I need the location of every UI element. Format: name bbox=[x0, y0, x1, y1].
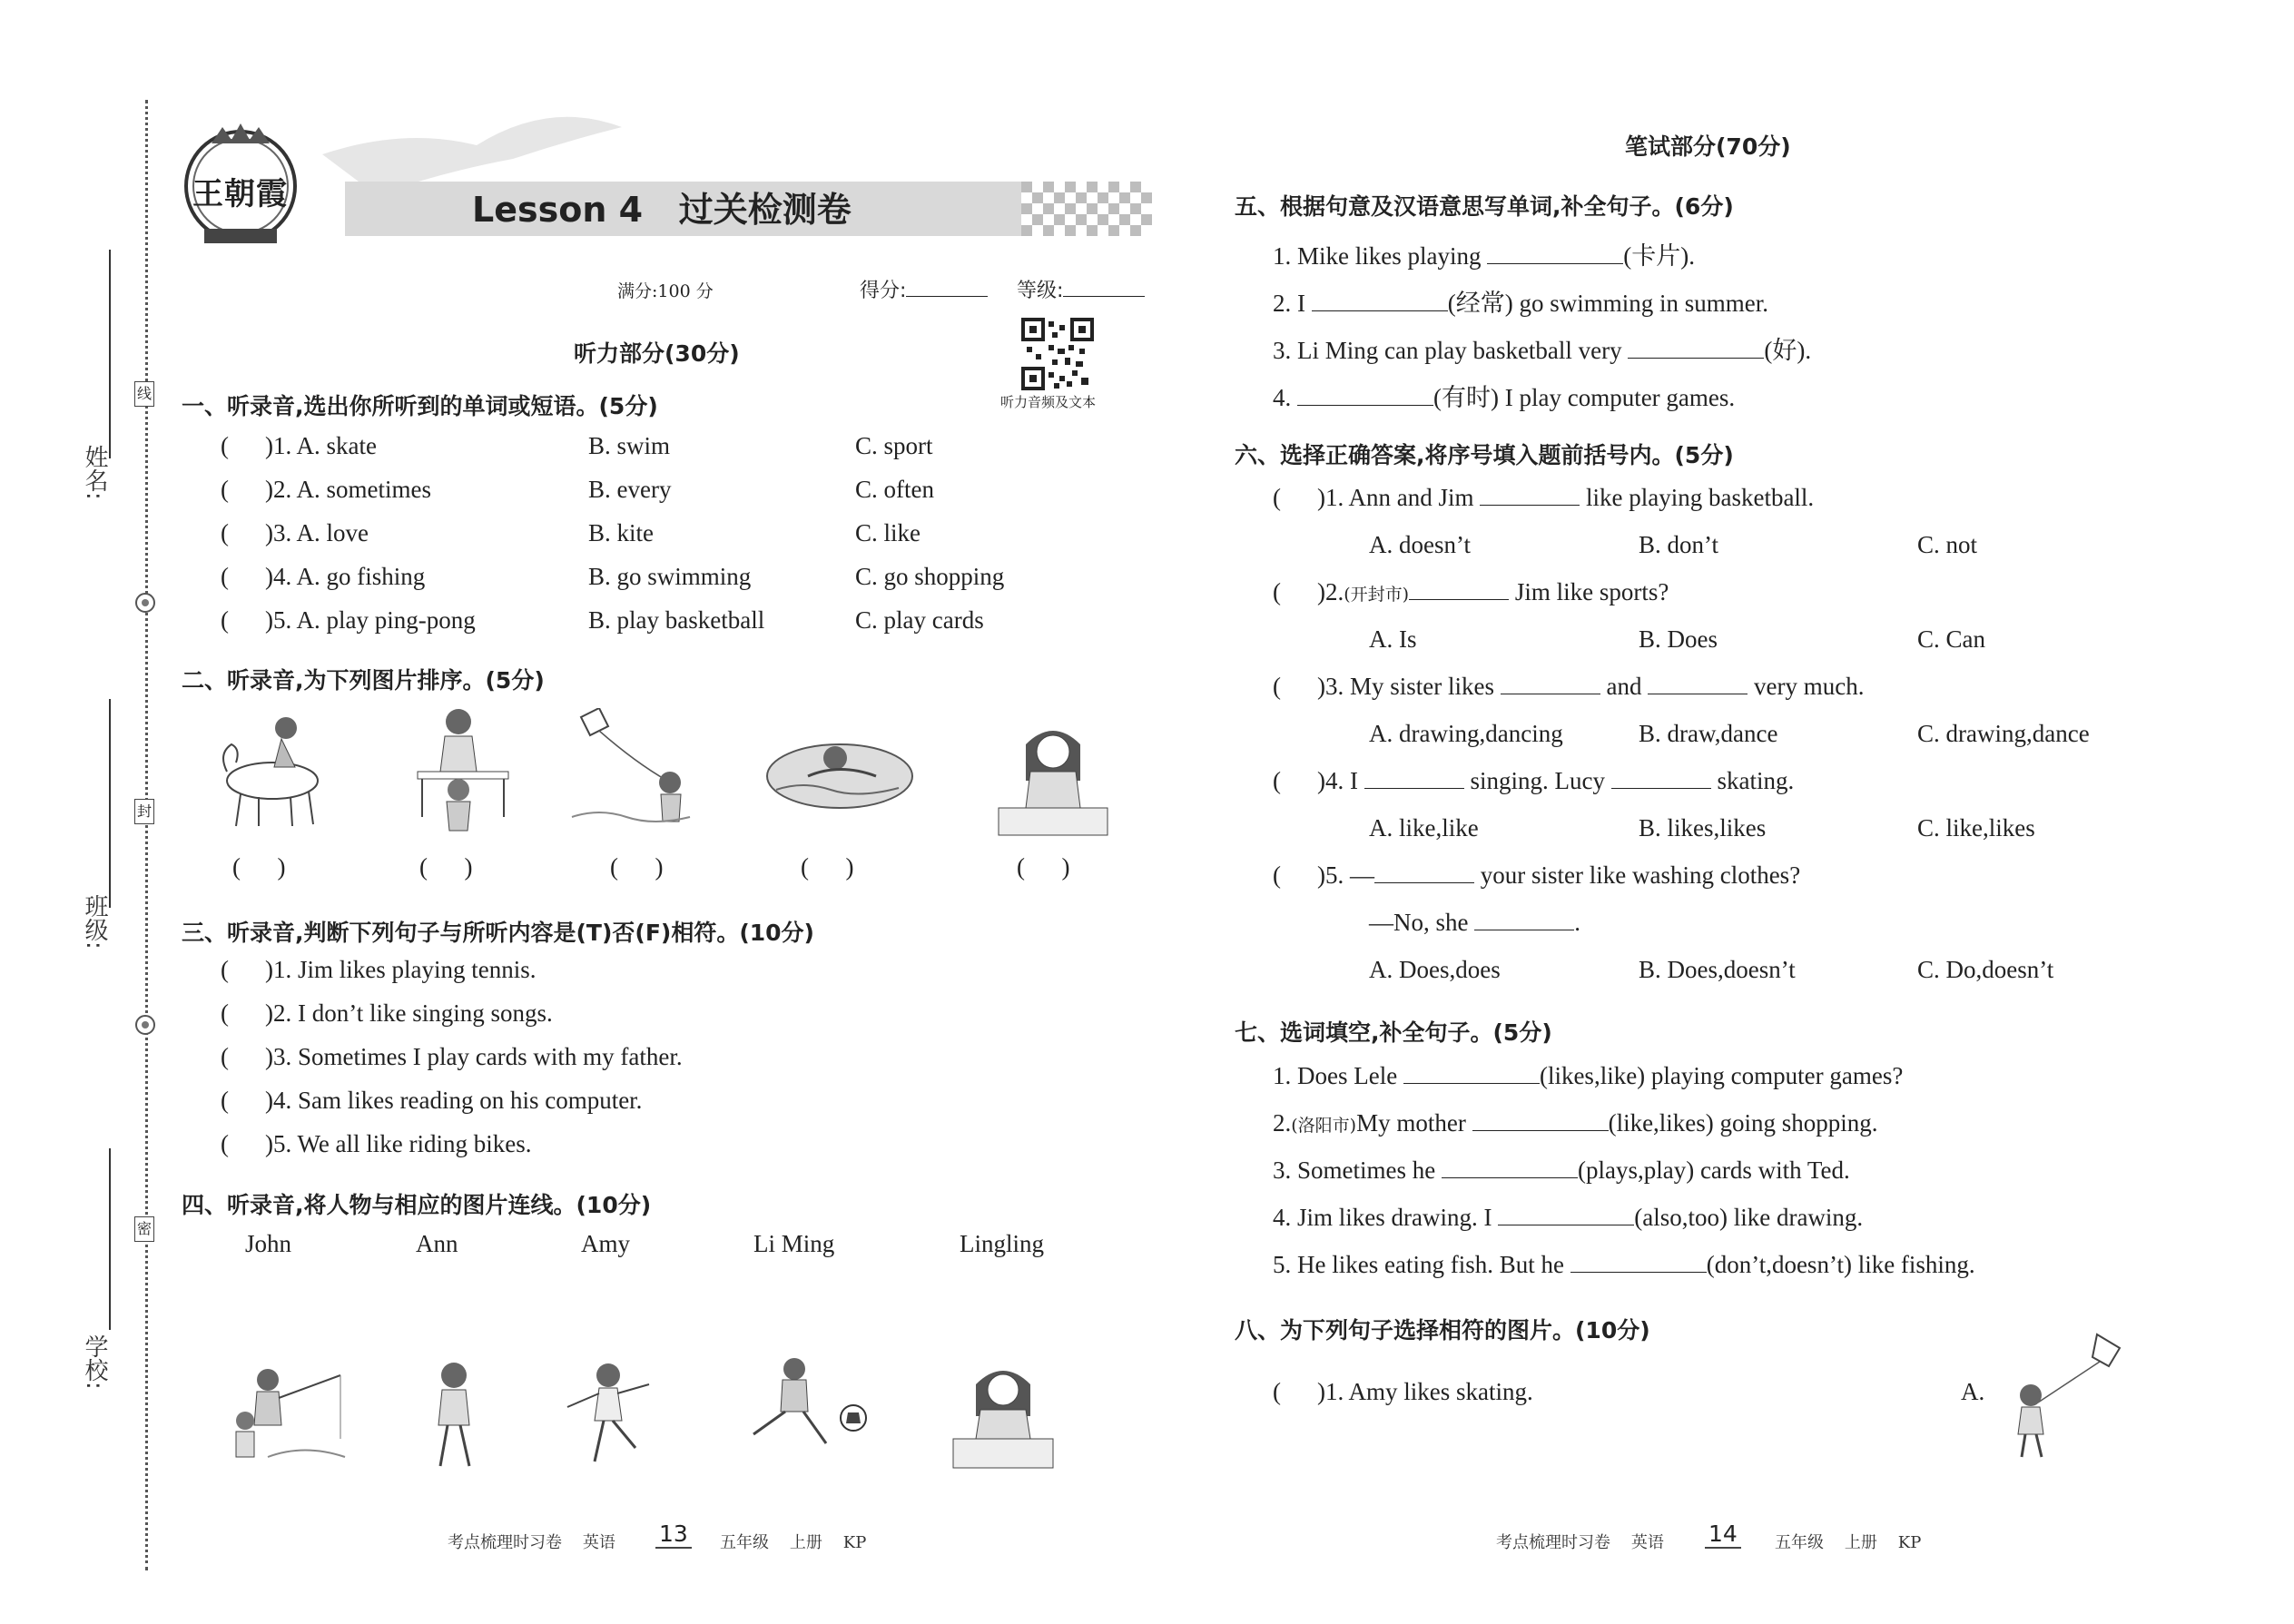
s6-q1-a[interactable]: A. doesn’t bbox=[1369, 531, 1471, 558]
grade-label: 等级: bbox=[1017, 280, 1064, 302]
picture-children-at-table bbox=[399, 704, 517, 840]
section-7-title: 七、选词填空,补全句子。(5分) bbox=[1235, 1019, 1552, 1046]
answer-paren[interactable]: ( bbox=[1273, 578, 1281, 605]
grade-field bbox=[1017, 275, 1145, 303]
section-5-title: 五、根据句意及汉语意思写单词,补全句子。(6分) bbox=[1235, 193, 1734, 220]
picture-girl-riding-horse bbox=[209, 708, 345, 835]
footer-left: 考点梳理时习卷 英语 bbox=[448, 1533, 615, 1552]
listening-heading: 听力部分(30分) bbox=[574, 340, 740, 367]
order-blank-3[interactable]: ( ) bbox=[610, 853, 664, 881]
picture-boy-flying-kite bbox=[563, 708, 699, 835]
score-blank[interactable] bbox=[906, 276, 988, 297]
s1-row-3-b: B. kite bbox=[588, 519, 654, 546]
match-name-ann[interactable]: Ann bbox=[416, 1230, 458, 1257]
order-blank-1[interactable]: ( ) bbox=[232, 853, 286, 881]
footer-left-grade: 五年级 上册 KP bbox=[720, 1533, 867, 1552]
s8-option-a-label[interactable]: A. bbox=[1961, 1378, 1985, 1405]
answer-paren[interactable]: ( bbox=[221, 999, 229, 1027]
picture-girl-drawing bbox=[989, 717, 1117, 844]
section-6-title: 六、选择正确答案,将序号填入题前括号内。(5分) bbox=[1235, 442, 1734, 468]
s6-q5-a[interactable]: A. Does,does bbox=[1369, 956, 1501, 983]
s7-item-4: 4. Jim likes drawing. I (also,too) like drawing. bbox=[1273, 1204, 1864, 1231]
s6-q4-b[interactable]: B. likes,likes bbox=[1639, 814, 1767, 842]
s5-item-3: 3. Li Ming can play basketball very (好). bbox=[1273, 337, 1812, 364]
s6-q2-c[interactable]: C. Can bbox=[1917, 625, 1986, 653]
score-field bbox=[860, 275, 988, 303]
class-label: 班级: bbox=[81, 894, 108, 950]
fill-blank[interactable] bbox=[1364, 768, 1464, 789]
grade-blank[interactable] bbox=[1063, 276, 1145, 297]
s1-row-5: ( )5. A. play ping-pong bbox=[221, 606, 476, 634]
answer-paren[interactable]: ( bbox=[221, 606, 229, 634]
s6-q5-b[interactable]: B. Does,doesn’t bbox=[1639, 956, 1796, 983]
s6-q4-c[interactable]: C. like,likes bbox=[1917, 814, 2035, 842]
fill-blank[interactable] bbox=[1498, 1205, 1634, 1225]
answer-paren[interactable]: ( bbox=[1273, 1378, 1281, 1405]
page-title: Lesson 4 过关检测卷 bbox=[472, 190, 852, 230]
s6-q1-b[interactable]: B. don’t bbox=[1639, 531, 1719, 558]
s6-q3-c[interactable]: C. drawing,dance bbox=[1917, 720, 2090, 747]
picture-girl-reading[interactable] bbox=[944, 1357, 1062, 1475]
score-label: 得分: bbox=[860, 280, 907, 302]
s1-row-5-c: C. play cards bbox=[855, 606, 984, 634]
fill-blank[interactable] bbox=[1312, 290, 1448, 311]
order-blank-5[interactable]: ( ) bbox=[1017, 853, 1070, 881]
page-number-right: 14 bbox=[1705, 1521, 1741, 1549]
s1-row-3: ( )3. A. love bbox=[221, 519, 369, 546]
s5-item-1: 1. Mike likes playing (卡片). bbox=[1273, 242, 1695, 270]
fill-blank[interactable] bbox=[1611, 768, 1711, 789]
s1-row-3-c: C. like bbox=[855, 519, 921, 546]
s1-row-1: ( )1. A. skate bbox=[221, 432, 377, 459]
picture-girl-skating[interactable] bbox=[558, 1357, 658, 1475]
picture-child-swimming bbox=[763, 726, 917, 826]
match-name-amy[interactable]: Amy bbox=[581, 1230, 630, 1257]
s1-row-5-b: B. play basketball bbox=[588, 606, 765, 634]
section-4-title: 四、听录音,将人物与相应的图片连线。(10分) bbox=[182, 1192, 652, 1218]
footer-right: 考点梳理时习卷 英语 bbox=[1496, 1533, 1664, 1552]
fill-blank[interactable] bbox=[1374, 862, 1474, 883]
page-number-left: 13 bbox=[655, 1521, 692, 1549]
answer-paren[interactable]: ( bbox=[221, 432, 229, 459]
match-name-john[interactable]: John bbox=[245, 1230, 292, 1257]
s3-item-2: ( )2. I don’t like singing songs. bbox=[221, 999, 553, 1027]
s6-q2-b[interactable]: B. Does bbox=[1639, 625, 1718, 653]
section-2-title: 二、听录音,为下列图片排序。(5分) bbox=[182, 667, 545, 694]
s1-row-2-c: C. often bbox=[855, 476, 934, 503]
answer-paren[interactable]: ( bbox=[221, 563, 229, 590]
answer-paren[interactable]: ( bbox=[1273, 861, 1281, 889]
s6-q3: ( )3. My sister likes and very much. bbox=[1273, 673, 1865, 700]
s1-row-1-b: B. swim bbox=[588, 432, 671, 459]
binding-rule-1 bbox=[109, 250, 111, 458]
match-name-lingling[interactable]: Lingling bbox=[960, 1230, 1044, 1257]
full-score: 满分:100 分 bbox=[617, 281, 714, 301]
s6-q1-c[interactable]: C. not bbox=[1917, 531, 1978, 558]
fill-blank[interactable] bbox=[1648, 674, 1748, 694]
answer-paren[interactable]: ( bbox=[221, 956, 229, 983]
writing-heading: 笔试部分(70分) bbox=[1625, 133, 1791, 160]
answer-paren[interactable]: ( bbox=[221, 519, 229, 546]
s6-q3-a[interactable]: A. drawing,dancing bbox=[1369, 720, 1563, 747]
s6-q5-line2: —No, she . bbox=[1369, 909, 1580, 936]
binding-rule-3 bbox=[109, 1148, 111, 1330]
s6-q1: ( )1. Ann and Jim like playing basketball. bbox=[1273, 484, 1815, 511]
qr-code[interactable] bbox=[1021, 318, 1094, 390]
s7-item-2: 2.(洛阳市)My mother (like,likes) going shopping. bbox=[1273, 1109, 1878, 1137]
fill-blank[interactable] bbox=[1501, 674, 1600, 694]
s1-row-2: ( )2. A. sometimes bbox=[221, 476, 431, 503]
picture-boy-playing-football[interactable] bbox=[735, 1353, 871, 1471]
name-label: 姓名: bbox=[81, 445, 108, 500]
order-blank-2[interactable]: ( ) bbox=[419, 853, 473, 881]
binding-hole-1 bbox=[133, 590, 158, 615]
s3-item-1: ( )1. Jim likes playing tennis. bbox=[221, 956, 537, 983]
s6-q3-b[interactable]: B. draw,dance bbox=[1639, 720, 1778, 747]
s7-item-5: 5. He likes eating fish. But he (don’t,doesn’t) like fishing. bbox=[1273, 1251, 1975, 1278]
section-3-title: 三、听录音,判断下列句子与所听内容是(T)否(F)相符。(10分) bbox=[182, 920, 814, 946]
s6-q4-a[interactable]: A. like,like bbox=[1369, 814, 1479, 842]
fill-blank[interactable] bbox=[1442, 1157, 1578, 1178]
binding-rule-2 bbox=[109, 699, 111, 908]
binding-mark-line: 线 bbox=[134, 381, 154, 407]
qr-caption: 听力音频及文本 bbox=[1000, 394, 1097, 410]
binding-mark-seal: 封 bbox=[134, 799, 154, 824]
fill-blank[interactable] bbox=[1472, 1110, 1609, 1131]
s7-item-1: 1. Does Lele (likes,like) playing computer games? bbox=[1273, 1062, 1904, 1089]
section-1-title: 一、听录音,选出你所听到的单词或短语。(5分) bbox=[182, 393, 658, 419]
school-label: 学校: bbox=[81, 1334, 108, 1390]
answer-paren[interactable]: ( bbox=[221, 476, 229, 503]
answer-paren[interactable]: ( bbox=[1273, 767, 1281, 794]
order-blank-4[interactable]: ( ) bbox=[801, 853, 854, 881]
s5-item-4: 4. (有时) I play computer games. bbox=[1273, 384, 1736, 411]
fill-blank[interactable] bbox=[1628, 338, 1764, 359]
binding-hole-2 bbox=[133, 1012, 158, 1038]
s6-q5-c[interactable]: C. Do,doesn’t bbox=[1917, 956, 2054, 983]
s3-item-4: ( )4. Sam likes reading on his computer. bbox=[221, 1087, 643, 1114]
s1-row-1-c: C. sport bbox=[855, 432, 933, 459]
match-name-li-ming[interactable]: Li Ming bbox=[753, 1230, 835, 1257]
answer-paren[interactable]: ( bbox=[221, 1130, 229, 1157]
binding-mark-dense: 密 bbox=[134, 1216, 154, 1242]
s6-q2: ( )2.(开封市) Jim like sports? bbox=[1273, 578, 1669, 605]
fill-blank[interactable] bbox=[1480, 485, 1580, 506]
fill-blank[interactable] bbox=[1409, 579, 1509, 600]
picture-girl-with-kite[interactable] bbox=[1993, 1330, 2129, 1466]
s6-q5: ( )5. — your sister like washing clothes? bbox=[1273, 861, 1801, 889]
s1-row-4-b: B. go swimming bbox=[588, 563, 752, 590]
picture-girl-running[interactable] bbox=[413, 1357, 495, 1475]
fill-blank[interactable] bbox=[1403, 1063, 1540, 1084]
s6-q2-a[interactable]: A. Is bbox=[1369, 625, 1417, 653]
binding-dotted-line bbox=[145, 100, 148, 1570]
s8-q1: ( )1. Amy likes skating. bbox=[1273, 1378, 1533, 1405]
answer-paren[interactable]: ( bbox=[1273, 673, 1281, 700]
logo-text: 王朝霞 bbox=[192, 176, 288, 212]
s1-row-4: ( )4. A. go fishing bbox=[221, 563, 426, 590]
fill-blank[interactable] bbox=[1474, 910, 1574, 930]
s3-item-3: ( )3. Sometimes I play cards with my father. bbox=[221, 1043, 683, 1070]
s1-row-4-c: C. go shopping bbox=[855, 563, 1005, 590]
fill-blank[interactable] bbox=[1297, 385, 1433, 406]
picture-people-fishing[interactable] bbox=[213, 1357, 350, 1475]
fill-blank[interactable] bbox=[1487, 243, 1623, 264]
s7-item-3: 3. Sometimes he (plays,play) cards with Ted. bbox=[1273, 1156, 1850, 1184]
section-8-title: 八、为下列句子选择相符的图片。(10分) bbox=[1235, 1317, 1650, 1343]
fill-blank[interactable] bbox=[1570, 1252, 1707, 1273]
footer-right-grade: 五年级 上册 KP bbox=[1775, 1533, 1922, 1552]
answer-paren[interactable]: ( bbox=[221, 1043, 229, 1070]
s1-row-2-b: B. every bbox=[588, 476, 672, 503]
s6-q4: ( )4. I singing. Lucy skating. bbox=[1273, 767, 1795, 794]
answer-paren[interactable]: ( bbox=[1273, 484, 1281, 511]
s3-item-5: ( )5. We all like riding bikes. bbox=[221, 1130, 532, 1157]
answer-paren[interactable]: ( bbox=[221, 1087, 229, 1114]
s5-item-2: 2. I (经常) go swimming in summer. bbox=[1273, 290, 1768, 317]
